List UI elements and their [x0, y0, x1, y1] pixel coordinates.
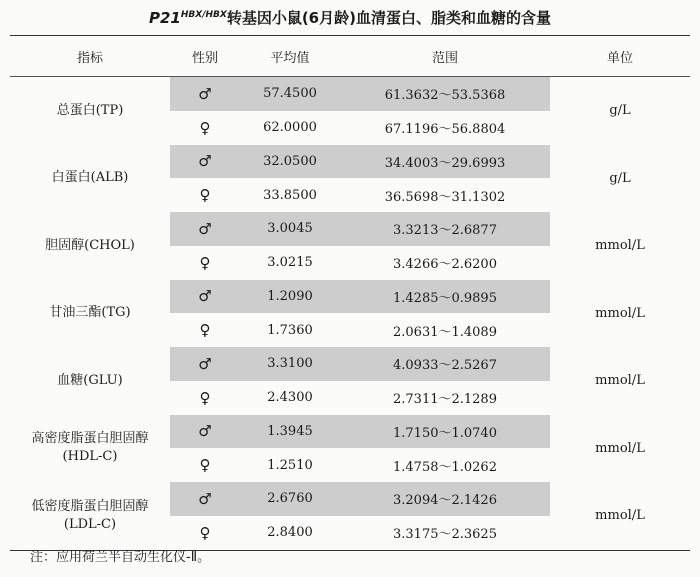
table-row-group: [10, 415, 690, 483]
table-row-group: [10, 280, 690, 348]
male-symbol: ♂: [198, 219, 212, 238]
indicator-label: 高密度脂蛋白胆固醇: [31, 431, 149, 447]
male-row: [170, 77, 550, 111]
range-value: 1.7150～1.0740: [393, 425, 497, 441]
range-value: 3.3213～2.6877: [393, 223, 497, 239]
female-symbol: ♀: [199, 523, 211, 542]
indicator-label: 白蛋白(ALB): [51, 170, 129, 186]
table-header: [10, 36, 690, 77]
female-symbol: ♀: [199, 456, 211, 475]
table-row-group: [10, 77, 690, 145]
indicator-cell: [10, 77, 170, 145]
indicator-label: (HDL-C): [62, 449, 118, 465]
table-row-group: [10, 347, 690, 415]
indicator-cell: [10, 212, 170, 280]
unit-cell: mmol/L: [595, 440, 645, 456]
range-value: 4.0933～2.5267: [393, 358, 497, 374]
unit-cell: mmol/L: [595, 238, 645, 254]
range-value: 2.0631～1.4089: [393, 324, 497, 340]
mean-value: 2.8400: [267, 525, 313, 541]
header-unit: 单位: [606, 50, 633, 66]
male-row: [170, 347, 550, 381]
mean-value: 33.8500: [263, 187, 317, 203]
table-body: [10, 77, 690, 550]
indicator-label: 胆固醇(CHOL): [45, 237, 135, 253]
table-row-group: [10, 482, 690, 550]
indicator-label: 总蛋白(TP): [56, 102, 124, 118]
mean-value: 2.6760: [267, 491, 313, 507]
male-row: [170, 212, 550, 246]
male-symbol: ♂: [198, 287, 212, 306]
range-value: 3.4266～2.6200: [393, 257, 497, 273]
range-value: 67.1196～56.8804: [384, 122, 506, 138]
unit-cell: mmol/L: [595, 305, 645, 321]
range-value: 1.4758～1.0262: [393, 459, 497, 475]
table-row-group: [10, 145, 690, 213]
unit-cell: g/L: [609, 170, 631, 186]
indicator-cell: [10, 415, 170, 483]
male-symbol: ♂: [198, 422, 212, 441]
indicator-label: 甘油三酯(TG): [49, 305, 131, 321]
female-row: [170, 246, 550, 280]
header-indicator: 指标: [76, 50, 103, 66]
mean-value: 32.0500: [263, 153, 317, 169]
male-row: [170, 415, 550, 449]
female-row: [170, 516, 550, 550]
female-row: [170, 313, 550, 347]
unit-cell: mmol/L: [595, 508, 645, 524]
male-symbol: ♂: [198, 152, 212, 171]
title-text: 转基因小鼠(6月龄)血清蛋白、脂类和血糖的含量: [226, 9, 551, 27]
male-symbol: ♂: [198, 354, 212, 373]
male-symbol: ♂: [198, 489, 212, 508]
unit-cell: mmol/L: [595, 373, 645, 389]
range-value: 3.3175～2.3625: [393, 527, 497, 543]
male-row: [170, 280, 550, 314]
mean-value: 1.2510: [267, 457, 313, 473]
female-symbol: ♀: [199, 388, 211, 407]
range-value: 36.5698～31.1302: [384, 189, 506, 205]
male-row: [170, 145, 550, 179]
indicator-cell: [10, 280, 170, 348]
mean-value: 1.3945: [267, 423, 313, 439]
female-row: [170, 448, 550, 482]
mean-value: 1.2090: [267, 288, 313, 304]
mean-value: 3.0045: [267, 221, 313, 237]
mean-value: 1.7360: [267, 322, 313, 338]
range-value: 3.2094～2.1426: [393, 493, 497, 509]
female-row: [170, 178, 550, 212]
range-value: 2.7311～2.1289: [393, 392, 497, 408]
indicator-cell: [10, 482, 170, 550]
female-symbol: ♀: [199, 253, 211, 272]
female-symbol: ♀: [199, 321, 211, 340]
indicator-cell: [10, 347, 170, 415]
indicator-label: (LDL-C): [63, 516, 117, 532]
mean-value: 3.0215: [267, 255, 313, 271]
indicator-cell: [10, 145, 170, 213]
female-row: [170, 111, 550, 145]
male-symbol: ♂: [198, 84, 212, 103]
mean-value: 3.3100: [267, 356, 313, 372]
unit-cell: g/L: [609, 103, 631, 119]
title-prefix: P21: [149, 9, 181, 27]
mean-value: 2.4300: [267, 390, 313, 406]
table-row-group: [10, 212, 690, 280]
table-note: 注：应用荷兰半自动生化仪-Ⅱ。: [30, 550, 211, 565]
mean-value: 62.0000: [263, 120, 317, 136]
range-value: 1.4285～0.9895: [393, 290, 497, 306]
female-symbol: ♀: [199, 186, 211, 205]
mean-value: 57.4500: [263, 86, 317, 102]
indicator-label: 血糖(GLU): [57, 372, 123, 388]
title-superscript: HBX/HBX: [180, 10, 227, 20]
male-row: [170, 482, 550, 516]
header-sex: 性别: [191, 50, 218, 66]
female-symbol: ♀: [199, 118, 211, 137]
indicator-label: 低密度脂蛋白胆固醇: [31, 498, 149, 514]
table-title: [0, 7, 700, 28]
header-mean: 平均值: [270, 50, 310, 66]
header-range: 范围: [431, 50, 458, 66]
range-value: 34.4003～29.6993: [384, 155, 506, 171]
female-row: [170, 381, 550, 415]
data-table: [10, 35, 690, 551]
range-value: 61.3632～53.5368: [384, 88, 506, 104]
